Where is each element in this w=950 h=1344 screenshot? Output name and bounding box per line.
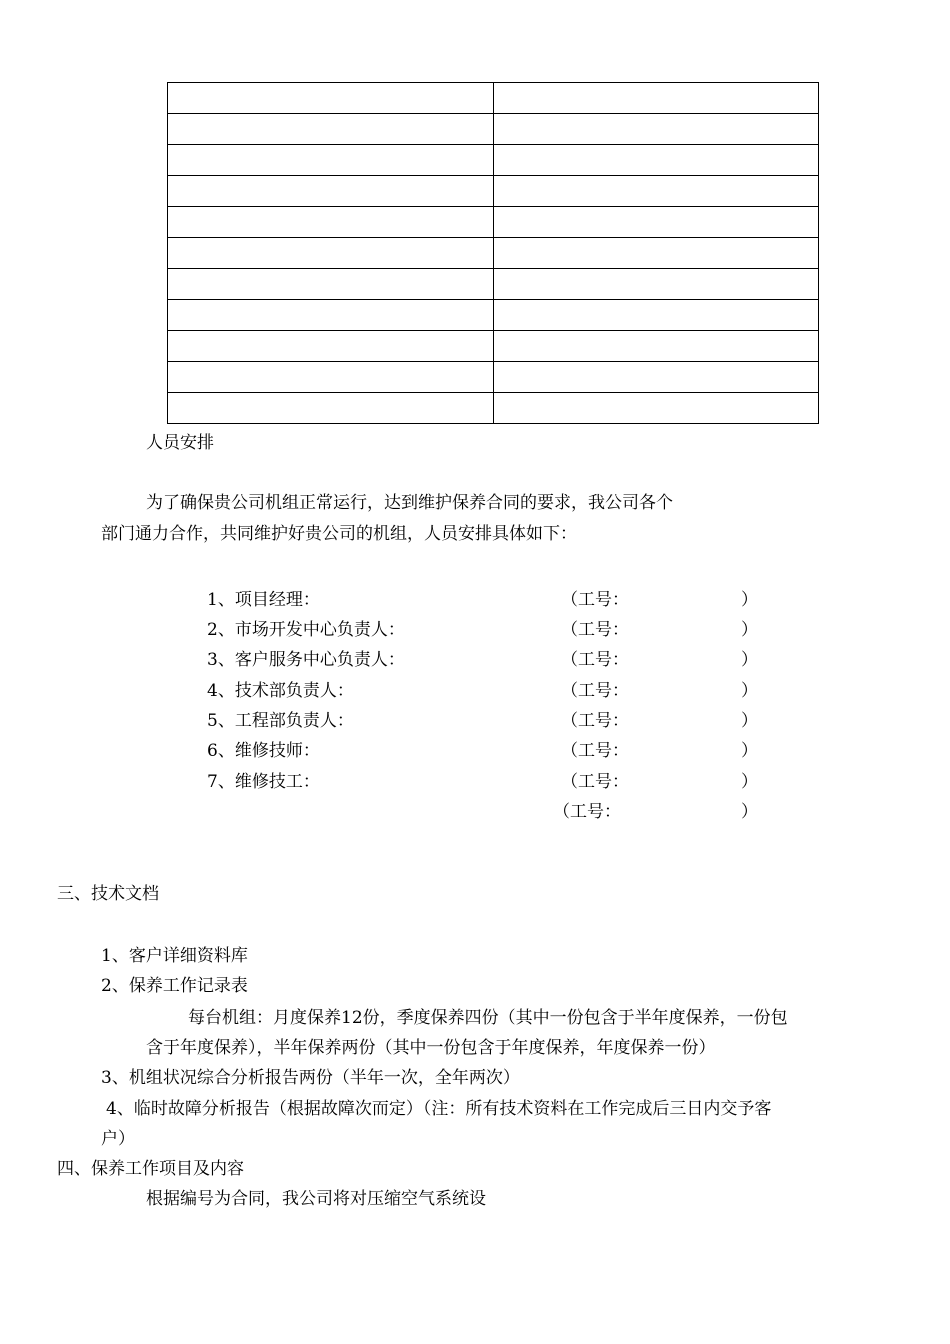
staff-item-id-open: （工号： — [561, 590, 629, 610]
staff-item-id-open: （工号： — [561, 620, 629, 640]
staff-item-id-close: ） — [741, 772, 758, 792]
blank-table-row — [168, 207, 819, 238]
blank-table-cell — [493, 393, 819, 424]
staff-item-label: 4、技术部负责人： — [207, 681, 354, 701]
blank-table-row — [168, 238, 819, 269]
staff-item-id-open: （工号： — [553, 802, 621, 822]
blank-table-cell — [168, 207, 494, 238]
staff-item-label: 6、维修技师： — [207, 741, 320, 761]
docs-item-4-line-1: 4、临时故障分析报告（根据故障次而定）（注：所有技术资料在工作完成后三日内交予客 — [106, 1099, 772, 1119]
staff-item-id-open: （工号： — [561, 650, 629, 670]
blank-table-cell — [168, 145, 494, 176]
blank-table-cell — [493, 362, 819, 393]
blank-table-cell — [168, 393, 494, 424]
docs-item-3: 3、机组状况综合分析报告两份（半年一次，全年两次） — [101, 1068, 520, 1088]
blank-table-cell — [168, 362, 494, 393]
staff-item-label: 5、工程部负责人： — [207, 711, 354, 731]
blank-table-cell — [168, 300, 494, 331]
blank-table-cell — [493, 83, 819, 114]
staff-item — [0, 676, 950, 700]
staff-item — [0, 736, 950, 760]
blank-table — [167, 82, 819, 424]
docs-item-4-line-2: 户） — [101, 1129, 135, 1149]
staff-item-id-open: （工号： — [561, 741, 629, 761]
staff-item-id-close: ） — [741, 620, 758, 640]
blank-table-cell — [168, 176, 494, 207]
blank-table-cell — [493, 176, 819, 207]
blank-table-cell — [493, 207, 819, 238]
staff-item-id-close: ） — [741, 711, 758, 731]
blank-table-row — [168, 393, 819, 424]
maint-heading: 四、保养工作项目及内容 — [57, 1159, 244, 1179]
staff-item-label: 7、维修技工： — [207, 772, 320, 792]
docs-item-2: 2、保养工作记录表 — [101, 976, 248, 996]
staff-item — [0, 585, 950, 609]
blank-table-cell — [493, 145, 819, 176]
blank-table-row — [168, 145, 819, 176]
docs-item-2-detail-line-1: 每台机组：月度保养12份，季度保养四份（其中一份包含于半年度保养，一份包 — [188, 1008, 788, 1028]
staff-item-id-close: ） — [741, 681, 758, 701]
staff-item — [0, 645, 950, 669]
staff-item-id-close: ） — [741, 590, 758, 610]
staff-item-id-close: ） — [741, 741, 758, 761]
blank-table-cell — [493, 114, 819, 145]
blank-table-row — [168, 114, 819, 145]
blank-table-row — [168, 300, 819, 331]
blank-table-cell — [493, 269, 819, 300]
staff-item-id-close: ） — [741, 802, 758, 822]
staff-item — [0, 615, 950, 639]
blank-table-cell — [168, 83, 494, 114]
staff-item-label: 3、客户服务中心负责人： — [207, 650, 405, 670]
staff-item-label: 2、市场开发中心负责人： — [207, 620, 405, 640]
staff-item — [0, 767, 950, 791]
staff-item-id-open: （工号： — [561, 711, 629, 731]
staff-item — [0, 706, 950, 730]
staff-item-label: 1、项目经理： — [207, 590, 320, 610]
blank-table-cell — [168, 238, 494, 269]
blank-table-row — [168, 83, 819, 114]
staff-item-id-open: （工号： — [561, 681, 629, 701]
staff-item — [0, 797, 950, 821]
blank-table-cell — [493, 331, 819, 362]
staff-intro-line-1: 为了确保贵公司机组正常运行，达到维护保养合同的要求，我公司各个 — [146, 493, 673, 513]
blank-table-cell — [493, 300, 819, 331]
staff-item-id-open: （工号： — [561, 772, 629, 792]
blank-table-row — [168, 176, 819, 207]
docs-heading: 三、技术文档 — [57, 884, 159, 904]
blank-table-cell — [168, 114, 494, 145]
blank-table-cell — [168, 331, 494, 362]
docs-item-1: 1、客户详细资料库 — [101, 946, 248, 966]
staff-heading: 人员安排 — [146, 433, 214, 453]
staff-item-id-close: ） — [741, 650, 758, 670]
blank-table-row — [168, 362, 819, 393]
staff-intro-line-2: 部门通力合作，共同维护好贵公司的机组，人员安排具体如下： — [101, 524, 577, 544]
blank-table-cell — [168, 269, 494, 300]
blank-table-row — [168, 331, 819, 362]
maint-text: 根据编号为合同，我公司将对压缩空气系统设 — [146, 1189, 486, 1209]
docs-item-2-detail-line-2: 含于年度保养），半年保养两份（其中一份包含于年度保养，年度保养一份） — [146, 1038, 716, 1058]
blank-table-cell — [493, 238, 819, 269]
blank-table-row — [168, 269, 819, 300]
